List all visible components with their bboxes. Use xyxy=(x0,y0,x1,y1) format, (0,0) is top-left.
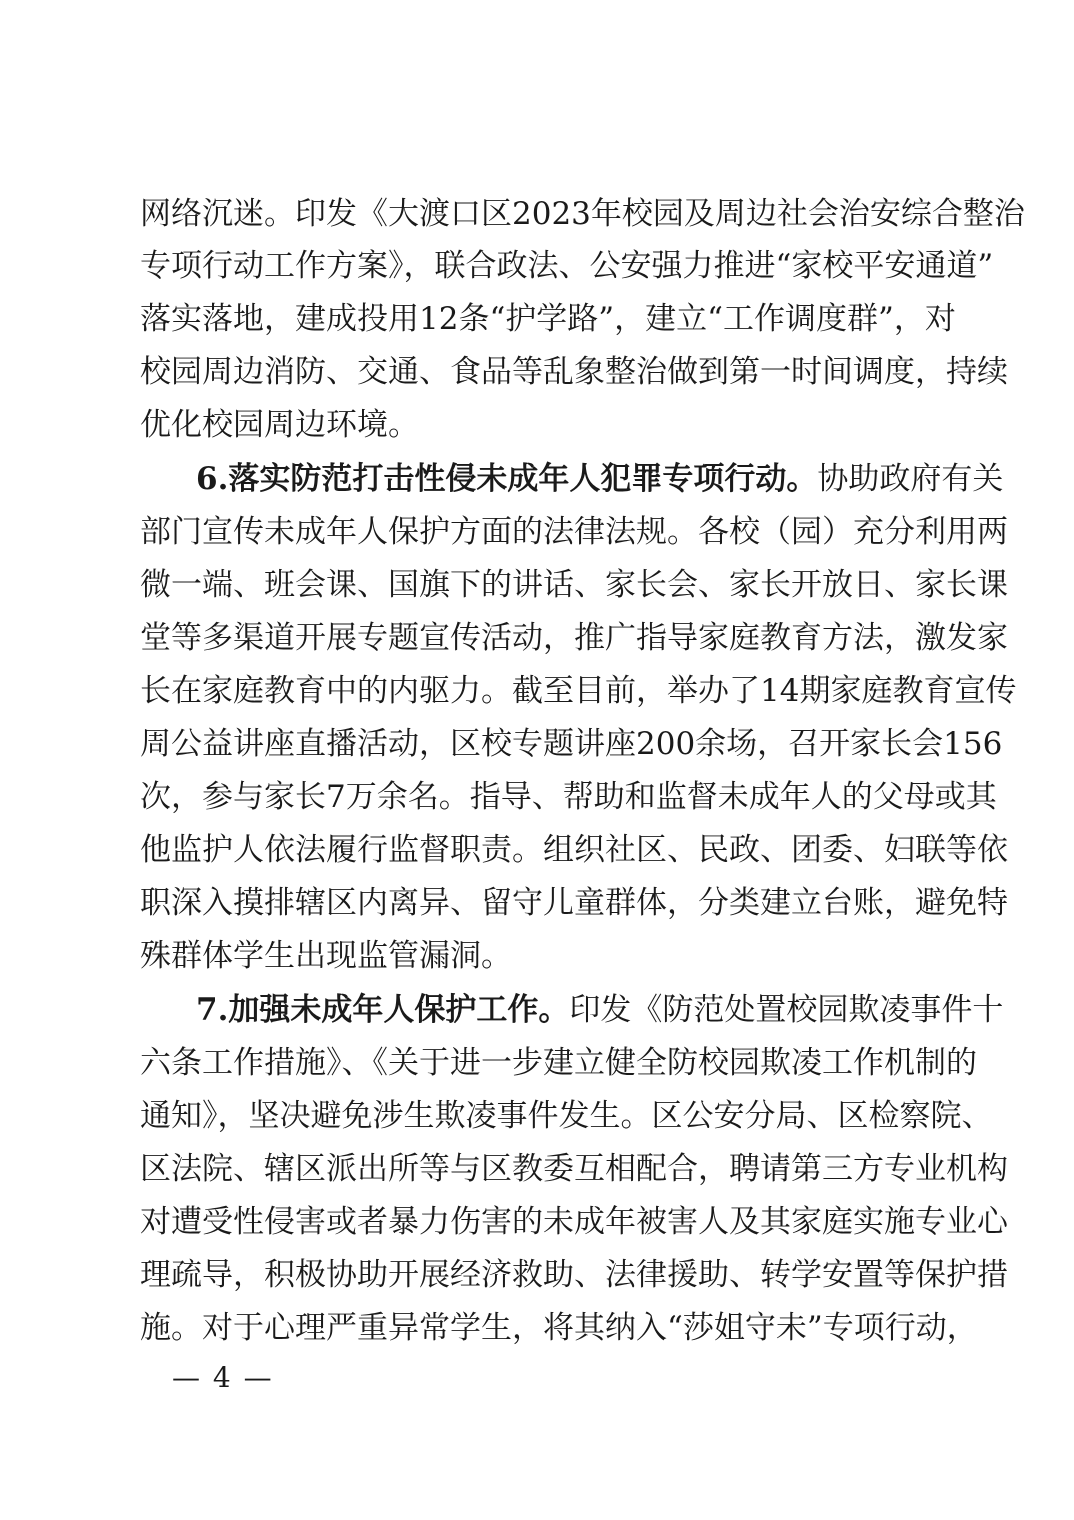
body-text-line: 职深入摸排辖区内离异、留守儿童群体，分类建立台账，避免特 xyxy=(140,885,1008,921)
section-6-heading-rest: 协助政府有关 xyxy=(817,461,1004,497)
body-text-line: 六条工作措施》、《关于进一步建立健全防校园欺凌工作机制的 xyxy=(140,1045,977,1081)
body-text-line: 落实落地，建成投用12条“护学路”，建立“工作调度群”，对 xyxy=(140,301,956,337)
body-text-line: 专项行动工作方案》，联合政法、公安强力推进“家校平安通道” xyxy=(140,248,994,284)
body-text-line: 优化校园周边环境。 xyxy=(140,407,419,443)
body-text-line: 次，参与家长7万余名。指导、帮助和监督未成年人的父母或其 xyxy=(140,779,997,815)
body-text-line: 区法院、辖区派出所等与区教委互相配合，聘请第三方专业机构 xyxy=(140,1151,1008,1187)
section-7-first-line xyxy=(196,985,1004,1035)
section-7-heading-rest: 印发《防范处置校园欺凌事件十 xyxy=(569,992,1004,1028)
body-text-line: 长在家庭教育中的内驱力。截至目前，举办了14期家庭教育宣传 xyxy=(140,673,1017,709)
body-text-line: 通知》，坚决避免涉生欺凌事件发生。区公安分局、区检察院、 xyxy=(140,1098,993,1134)
body-text-line: 网络沉迷。印发《大渡口区2023年校园及周边社会治安综合整治 xyxy=(140,196,1025,232)
section-7-heading: 7.加强未成年人保护工作。 xyxy=(196,992,570,1028)
body-text-line: 殊群体学生出现监管漏洞。 xyxy=(140,938,512,974)
body-text-line: 理疏导，积极协助开展经济救助、法律援助、转学安置等保护措 xyxy=(140,1257,1008,1293)
body-text-line: 对遭受性侵害或者暴力伤害的未成年被害人及其家庭实施专业心 xyxy=(140,1204,1008,1240)
section-6-heading: 6.落实防范打击性侵未成年人犯罪专项行动。 xyxy=(196,461,818,497)
page-number: — 4 — xyxy=(172,1361,274,1394)
body-text-line: 微一端、班会课、国旗下的讲话、家长会、家长开放日、家长课 xyxy=(140,567,1008,603)
section-6-first-line xyxy=(196,454,1004,504)
body-text-line: 校园周边消防、交通、食品等乱象整治做到第一时间调度，持续 xyxy=(140,354,1008,390)
body-text-line: 堂等多渠道开展专题宣传活动，推广指导家庭教育方法，激发家 xyxy=(140,620,1008,656)
body-text-line: 部门宣传未成年人保护方面的法律法规。各校（园）充分利用两 xyxy=(140,514,1008,550)
body-text-line: 施。对于心理严重异常学生，将其纳入“莎姐守未”专项行动， xyxy=(140,1310,978,1346)
body-text-line: 周公益讲座直播活动，区校专题讲座200余场，召开家长会156 xyxy=(140,726,1003,762)
body-text-line: 他监护人依法履行监督职责。组织社区、民政、团委、妇联等依 xyxy=(140,832,1008,868)
